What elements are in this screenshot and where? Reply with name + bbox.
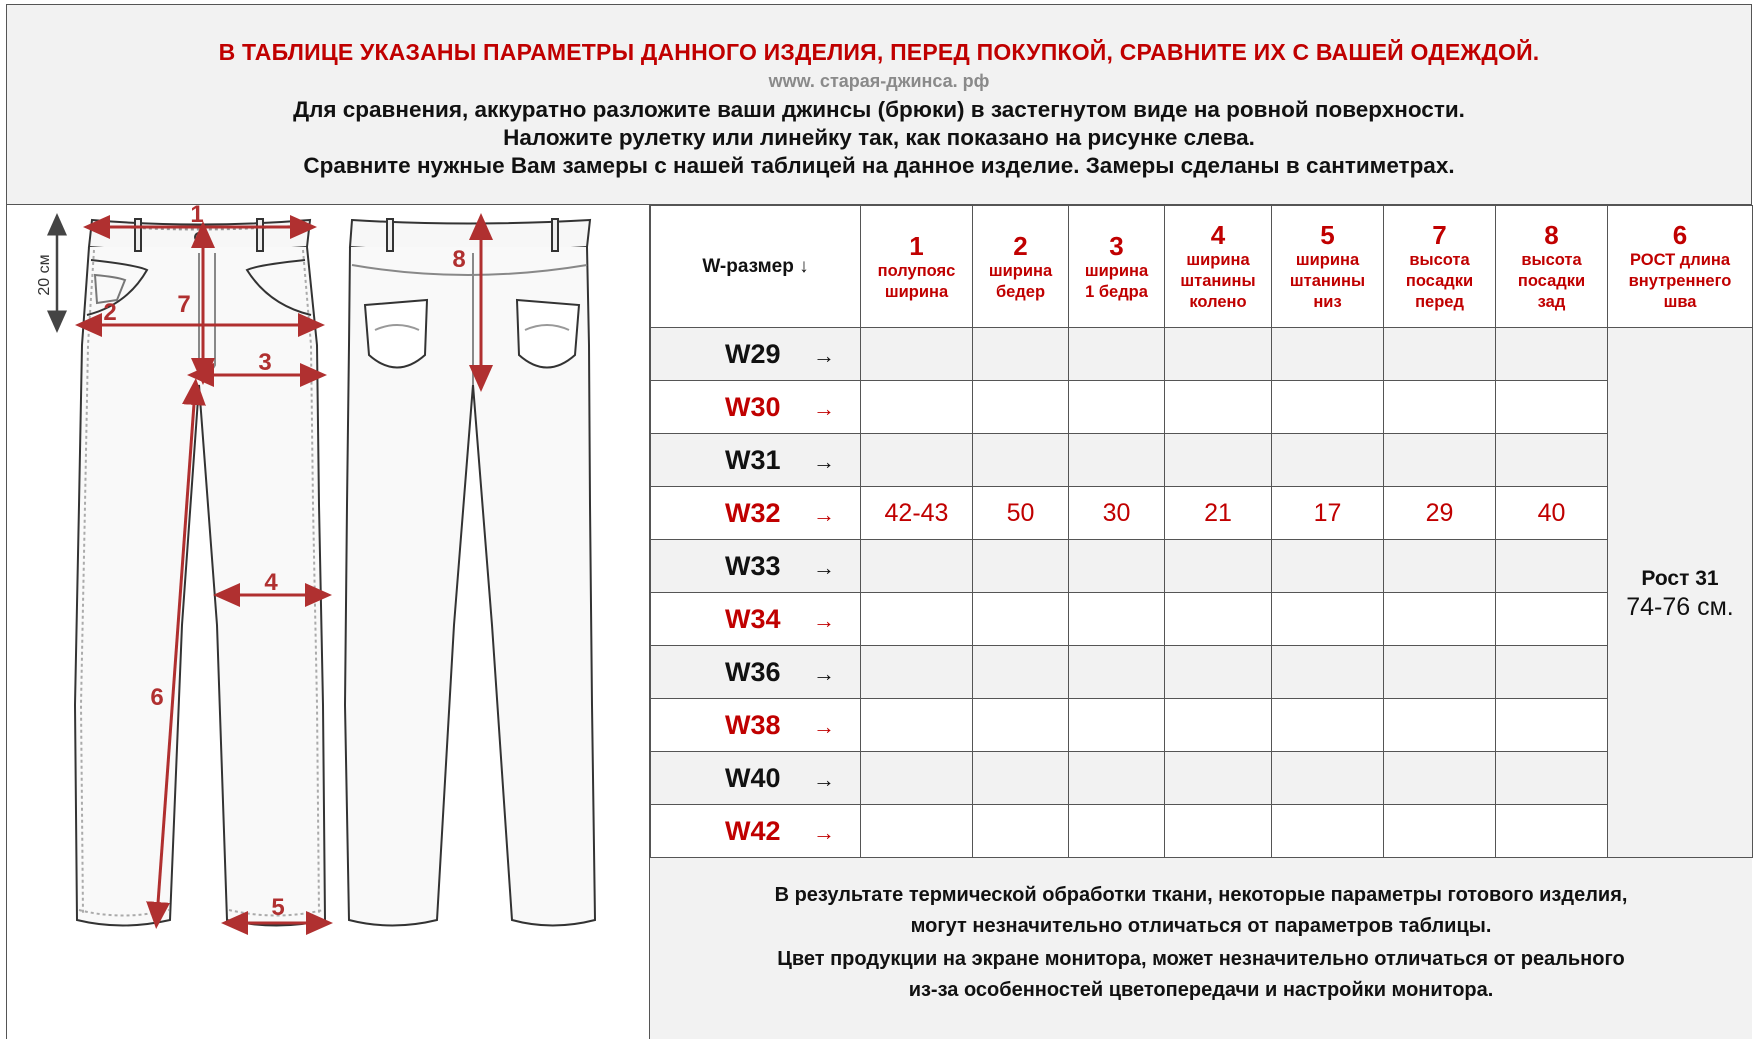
measurement-cell (1496, 381, 1608, 434)
measurement-cell (861, 752, 973, 805)
measurement-cell (973, 434, 1069, 487)
instruction-line-3: Сравните нужные Вам замеры с нашей таблицей на данное изделие. Замеры сделаны в сантиметрах. (303, 153, 1455, 178)
note-color: Цвет продукции на экране монитора, может незначительно отличаться от реального из-за особенностей цветопередачи и настройки монитора. (777, 948, 1625, 1001)
measurement-cell (973, 328, 1069, 381)
measurement-cell: 50 (973, 487, 1069, 540)
size-label (651, 328, 861, 381)
measurement-cell (1384, 805, 1496, 858)
measurement-cell (1272, 381, 1384, 434)
measurement-cell (1069, 328, 1165, 381)
measurement-cell (973, 805, 1069, 858)
arrow-right-icon: → (813, 554, 835, 580)
table-row (651, 381, 1753, 434)
size-label (651, 381, 861, 434)
table-row (651, 699, 1753, 752)
arrow-right-icon: → (813, 501, 835, 527)
measurement-cell (1384, 540, 1496, 593)
measurement-cell (1165, 328, 1272, 381)
size-value: W40 (725, 762, 781, 793)
measurement-cell (1272, 434, 1384, 487)
arrow-right-icon: → (813, 607, 835, 633)
measurement-cell (1165, 593, 1272, 646)
measurement-cell (861, 805, 973, 858)
jeans-measurement-diagram (7, 205, 650, 1039)
measurement-cell (1069, 593, 1165, 646)
col-header-6: 6 РОСТ длина внутреннего шва (1608, 206, 1753, 328)
size-chart-sheet (6, 4, 1752, 1039)
arrow-right-icon: → (813, 819, 835, 845)
measurement-cell (1165, 752, 1272, 805)
measurement-cell (1496, 805, 1608, 858)
measurement-cell (1165, 805, 1272, 858)
instructions-header (7, 5, 1751, 205)
size-label (651, 699, 861, 752)
size-label (651, 434, 861, 487)
measurement-cell (1496, 646, 1608, 699)
size-label (651, 752, 861, 805)
height-cell (1608, 328, 1753, 858)
marker-3: 3 (258, 349, 272, 376)
measurement-cell (973, 752, 1069, 805)
marker-4: 4 (264, 569, 278, 596)
arrow-right-icon: → (813, 395, 835, 421)
measurement-cell (861, 593, 973, 646)
measurement-cell (1069, 752, 1165, 805)
instruction-line-2: Наложите рулетку или линейку так, как показано на рисунке слева. (503, 125, 1255, 150)
arrow-right-icon: → (813, 448, 835, 474)
measurement-cell (1165, 381, 1272, 434)
measurement-cell (1272, 699, 1384, 752)
measurement-cell (1496, 593, 1608, 646)
site-address: www. старая-джинса. рф (768, 71, 990, 91)
arrow-right-icon: → (813, 766, 835, 792)
size-value: W42 (725, 815, 781, 846)
measurement-cell (973, 699, 1069, 752)
height-title: Рост 31 (1641, 566, 1719, 590)
size-label (651, 487, 861, 540)
size-value: W32 (725, 497, 781, 528)
col-header-1: 1 полупояс ширина (861, 206, 973, 328)
measurement-cell (1384, 752, 1496, 805)
measurement-cell (1384, 434, 1496, 487)
col-header-2: 2 ширина бедер (973, 206, 1069, 328)
size-table (650, 205, 1752, 858)
measurement-cell (1069, 646, 1165, 699)
measurement-cell (861, 699, 973, 752)
size-value: W31 (725, 444, 781, 475)
size-value: W30 (725, 391, 781, 422)
measurement-cell (861, 328, 973, 381)
size-value: W38 (725, 709, 781, 740)
measurement-cell (1165, 540, 1272, 593)
measurement-cell (1496, 752, 1608, 805)
measurement-cell (1272, 646, 1384, 699)
measurement-cell (1165, 434, 1272, 487)
instruction-line-1: Для сравнения, аккуратно разложите ваши джинсы (брюки) в застегнутом виде на ровной поверхности. (293, 97, 1465, 122)
table-row (651, 328, 1753, 381)
measurement-cell: 30 (1069, 487, 1165, 540)
col-header-5: 5 ширина штанины низ (1272, 206, 1384, 328)
measurement-cell (973, 593, 1069, 646)
measurement-cell (973, 381, 1069, 434)
measurement-cell (1384, 699, 1496, 752)
measurement-cell (1069, 381, 1165, 434)
col-header-4: 4 ширина штанины колено (1165, 206, 1272, 328)
measurement-cell (861, 540, 973, 593)
table-row (651, 752, 1753, 805)
note-processing: В результате термической обработки ткани, некоторые параметры готового изделия, могут незначительно отличаться от параметров таблицы. (774, 884, 1628, 937)
measurement-cell: 42-43 (861, 487, 973, 540)
side-label: 20 см (36, 254, 53, 296)
size-value: W34 (725, 603, 781, 634)
measurement-cell: 29 (1384, 487, 1496, 540)
size-label (651, 593, 861, 646)
col-header-3: 3 ширина 1 бедра (1069, 206, 1165, 328)
measurement-cell: 21 (1165, 487, 1272, 540)
jeans-illustration (7, 205, 650, 1039)
measurement-cell (973, 540, 1069, 593)
size-value: W29 (725, 338, 781, 369)
marker-1: 1 (190, 205, 204, 228)
col-header-7: 7 высота посадки перед (1384, 206, 1496, 328)
measurement-cell (1496, 328, 1608, 381)
table-row (651, 540, 1753, 593)
measurement-cell (1272, 593, 1384, 646)
measurement-cell (1165, 699, 1272, 752)
marker-8: 8 (452, 246, 466, 273)
measurement-cell (1496, 434, 1608, 487)
measurement-cell (1384, 381, 1496, 434)
measurement-cell: 40 (1496, 487, 1608, 540)
warning-title: В ТАБЛИЦЕ УКАЗАНЫ ПАРАМЕТРЫ ДАННОГО ИЗДЕЛИЯ, ПЕРЕД ПОКУПКОЙ, СРАВНИТЕ ИХ С ВАШЕЙ ОДЕЖДОЙ. (218, 39, 1540, 65)
measurement-cell (1496, 540, 1608, 593)
measurement-cell (1069, 540, 1165, 593)
arrow-right-icon: → (813, 713, 835, 739)
marker-2: 2 (103, 299, 117, 326)
table-row (651, 593, 1753, 646)
marker-6: 6 (150, 684, 164, 711)
back-view-jeans (345, 219, 595, 926)
measurement-cell (1384, 593, 1496, 646)
table-row (651, 487, 1753, 540)
size-label (651, 805, 861, 858)
measurement-cell (1165, 646, 1272, 699)
size-label (651, 540, 861, 593)
measurement-cell (861, 434, 973, 487)
measurement-cell (1272, 540, 1384, 593)
measurement-cell (1272, 752, 1384, 805)
measurement-cell (1384, 646, 1496, 699)
size-value: W33 (725, 550, 781, 581)
marker-7: 7 (177, 291, 191, 318)
measurement-cell (973, 646, 1069, 699)
table-row (651, 646, 1753, 699)
size-rows (651, 328, 1753, 858)
measurement-cell (1496, 699, 1608, 752)
table-row (651, 434, 1753, 487)
measurement-cell (1384, 328, 1496, 381)
measurement-cell (1069, 434, 1165, 487)
measurement-cell (1069, 805, 1165, 858)
measurement-cell (1069, 699, 1165, 752)
size-column-header: W-размер ↓ (651, 206, 861, 328)
size-value: W36 (725, 656, 781, 687)
footnotes (650, 857, 1752, 1039)
arrow-right-icon: → (813, 660, 835, 686)
height-value: 74-76 см. (1626, 592, 1734, 621)
measurement-cell: 17 (1272, 487, 1384, 540)
measurement-cell (1272, 805, 1384, 858)
measurement-cell (861, 381, 973, 434)
measurement-cell (1272, 328, 1384, 381)
col-header-8: 8 высота посадки зад (1496, 206, 1608, 328)
arrow-right-icon: → (813, 342, 835, 368)
measurement-cell (861, 646, 973, 699)
marker-5: 5 (271, 894, 285, 921)
table-row (651, 805, 1753, 858)
size-label (651, 646, 861, 699)
